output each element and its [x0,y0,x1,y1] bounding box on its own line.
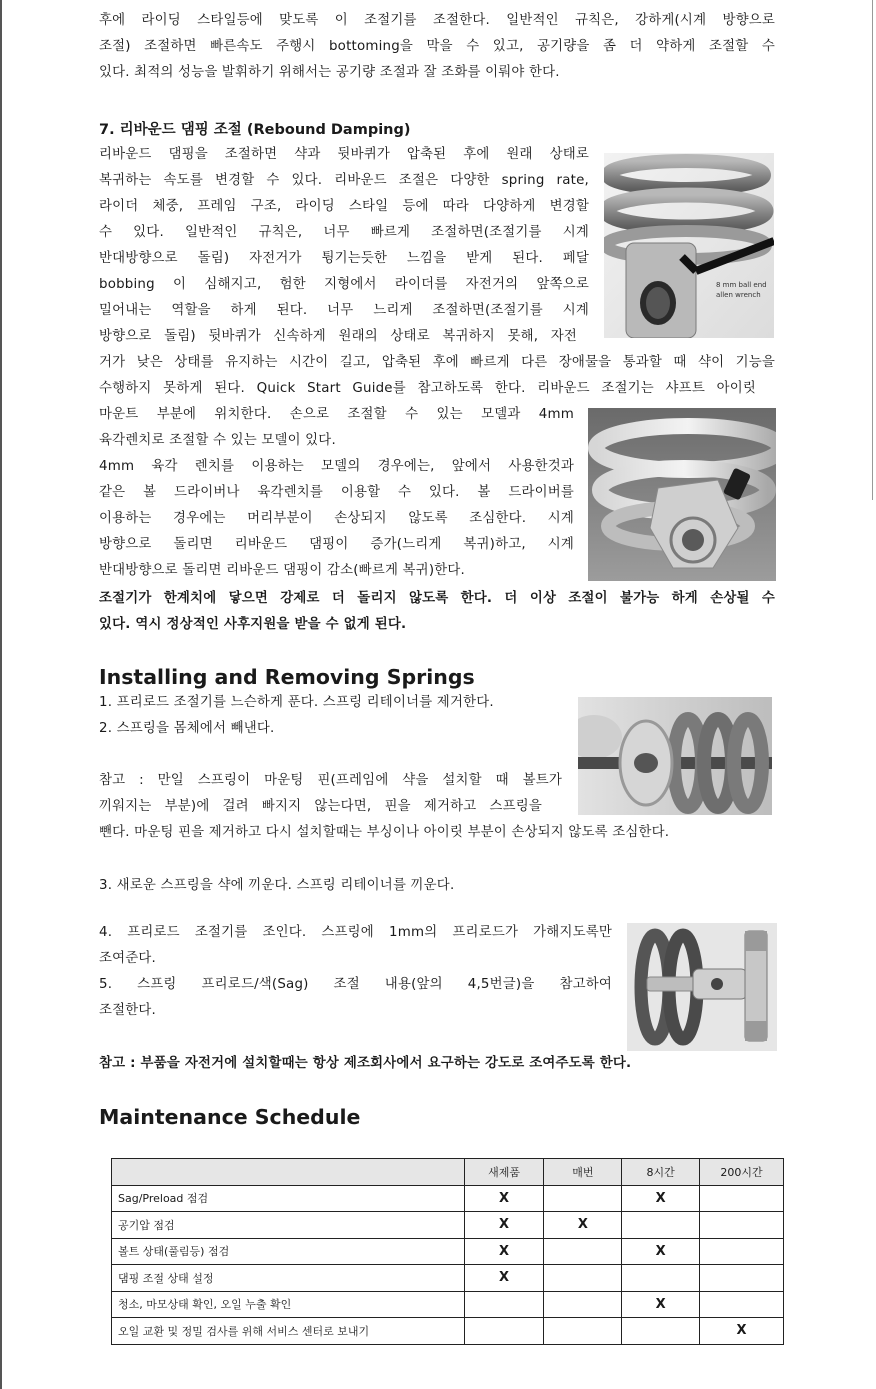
cell-8-hours [622,1212,700,1239]
table-header-row [112,1159,784,1186]
springs-step-4b: 조여준다. [99,951,156,966]
springs-step-5b: 조절한다. [99,1003,156,1018]
cell-new [464,1318,544,1345]
table-row [112,1185,784,1212]
springs-heading: Installing and Removing Springs [99,665,475,689]
cell-8-hours [622,1318,700,1345]
cell-new: X [464,1212,544,1239]
cell-new: X [464,1185,544,1212]
cell-8-hours: X [622,1238,700,1265]
row-label: 댐핑 조절 상태 설정 [112,1265,465,1292]
table-row [112,1212,784,1239]
column-header-new: 새제품 [464,1159,544,1186]
cell-8-hours [622,1265,700,1292]
column-header-item [112,1159,465,1186]
rebound-line-15: 이용하는 경우에는 머리부분이 손상되지 않도록 조심한다. 시계 [99,511,574,526]
intro-line-2: 조절) 조절하면 빠른속도 주행시 bottoming을 막을 수 있고, 공기량을 좀 더 약하게 조절할 수 [99,39,775,54]
rebound-line-1: 리바운드 댐핑을 조절하면 샥과 뒷바퀴가 압축된 후에 원래 상태로 [99,147,589,162]
rebound-line-10: 수행하지 못하게 된다. Quick Start Guide를 참고하도록 한다. 리바운드 조절기는 샤프트 아이릿 [99,381,756,396]
rebound-line-2: 복귀하는 속도를 변경할 수 있다. 리바운드 조절은 다양한 spring rate, [99,173,589,188]
cell-8-hours: X [622,1291,700,1318]
cell-200-hours [700,1212,784,1239]
rebound-line-9: 거가 낮은 상태를 유지하는 시간이 길고, 압축된 후에 빠르게 다른 장애물을 통과할 때 샥이 기능을 [99,355,775,370]
spring-install-photo [627,923,777,1051]
springs-bold-note: 참고 : 부품을 자전거에 설치할때는 항상 제조회사에서 요구하는 강도로 조여주도록 한다. [99,1056,632,1071]
rebound-line-8: 방향으로 돌림) 뒷바퀴가 신속하게 원래의 상태로 복귀하지 못해, 자전 [99,329,577,344]
rebound-line-12: 육각렌치로 조절할 수 있는 모델이 있다. [99,433,336,448]
cell-200-hours [700,1185,784,1212]
springs-step-5a: 5. 스프링 프리로드/색(Sag) 조절 내용(앞의 4,5번글)을 참고하여 [99,977,612,992]
column-header-8-hours: 8시간 [622,1159,700,1186]
intro-line-3: 있다. 최적의 성능을 발휘하기 위해서는 공기량 조절과 잘 조화를 이뤄야 한다. [99,65,560,80]
cell-8-hours: X [622,1185,700,1212]
springs-step-4a: 4. 프리로드 조절기를 조인다. 스프링에 1mm의 프리로드가 가해지도록만 [99,925,612,940]
rebound-warning-1: 조절기가 한계치에 닿으면 강제로 더 돌리지 않도록 한다. 더 이상 조절이 불가능 하게 손상될 수 [99,591,775,606]
table-row [112,1265,784,1292]
rebound-line-4: 수 있다. 일반적인 규칙은, 너무 빠르게 조절하면(조절기를 시계 [99,225,589,240]
rebound-line-6: bobbing 이 심해지고, 험한 지형에서 라이더를 자전거의 앞쪽으로 [99,277,589,292]
rebound-line-13: 4mm 육각 렌치를 이용하는 모델의 경우에는, 앞에서 사용한것과 [99,459,574,474]
cell-new: X [464,1238,544,1265]
springs-note-line-3: 뺀다. 마운팅 핀을 제거하고 다시 설치할때는 부싱이나 아이릿 부분이 손상되지 않도록 조심한다. [99,825,670,840]
rebound-line-7: 밀어내는 역할을 하게 된다. 너무 느리게 조절하면(조절기를 시계 [99,303,589,318]
cell-200-hours [700,1238,784,1265]
cell-200-hours: X [700,1318,784,1345]
rebound-line-3: 라이더 체중, 프레임 구조, 라이딩 스타일 등에 따라 다양하게 변경할 [99,199,589,214]
cell-every-ride [544,1291,622,1318]
row-label: 볼트 상태(풀림등) 점검 [112,1238,465,1265]
cell-every-ride [544,1238,622,1265]
table-row [112,1291,784,1318]
cell-new: X [464,1265,544,1292]
springs-note-line-2: 끼워지는 부분)에 걸려 빠지지 않는다면, 핀을 제거하고 스프링을 [99,799,542,814]
photo-caption-line-1: 8 mm ball end [716,281,767,289]
cell-200-hours [700,1265,784,1292]
springs-step-1: 1. 프리로드 조절기를 느슨하게 푼다. 스프링 리테이너를 제거한다. [99,695,494,710]
row-label: 공기압 점검 [112,1212,465,1239]
column-header-every-ride: 매번 [544,1159,622,1186]
cell-every-ride [544,1318,622,1345]
cell-new [464,1291,544,1318]
rebound-heading: 7. 리바운드 댐핑 조절 (Rebound Damping) [99,122,411,138]
table-row [112,1318,784,1345]
rebound-line-5: 반대방향으로 돌림) 자전거가 튕기는듯한 느낌을 받게 된다. 페달 [99,251,589,266]
column-header-200-hours: 200시간 [700,1159,784,1186]
rebound-eyelet-photo [588,408,776,581]
rebound-line-11: 마운트 부분에 위치한다. 손으로 조절할 수 있는 모델과 4mm [99,407,574,422]
rebound-line-14: 같은 볼 드라이버나 육각렌치를 이용할 수 있다. 볼 드라이버를 [99,485,574,500]
page-edge-right [872,0,873,500]
maintenance-heading: Maintenance Schedule [99,1105,361,1129]
rebound-warning-2: 있다. 역시 정상적인 사후지원을 받을 수 없게 된다. [99,617,407,632]
photo-caption-line-2: allen wrench [716,291,761,299]
maintenance-table [111,1158,784,1345]
rebound-line-16: 방향으로 돌리면 리바운드 댐핑이 증가(느리게 복귀)하고, 시계 [99,537,574,552]
springs-note-line-1: 참고 : 만일 스프링이 마운팅 핀(프레임에 샥을 설치할 때 볼트가 [99,773,562,788]
table-row [112,1238,784,1265]
row-label: 청소, 마모상태 확인, 오일 누출 확인 [112,1291,465,1318]
intro-line-1: 후에 라이딩 스타일등에 맞도록 이 조절기를 조절한다. 일반적인 규칙은, 강하게(시계 방향으로 [99,13,775,28]
springs-step-2: 2. 스프링을 몸체에서 빼낸다. [99,721,275,736]
rebound-adjuster-photo [604,153,774,338]
row-label: Sag/Preload 점검 [112,1185,465,1212]
cell-every-ride: X [544,1212,622,1239]
cell-every-ride [544,1185,622,1212]
cell-200-hours [700,1291,784,1318]
page-edge-left [0,0,2,1389]
cell-every-ride [544,1265,622,1292]
springs-step-3: 3. 새로운 스프링을 샥에 끼운다. 스프링 리테이너를 끼운다. [99,878,455,893]
spring-removal-photo [578,697,772,815]
rebound-line-17: 반대방향으로 돌리면 리바운드 댐핑이 감소(빠르게 복귀)한다. [99,563,465,578]
row-label: 오일 교환 및 정밀 검사를 위해 서비스 센터로 보내기 [112,1318,465,1345]
